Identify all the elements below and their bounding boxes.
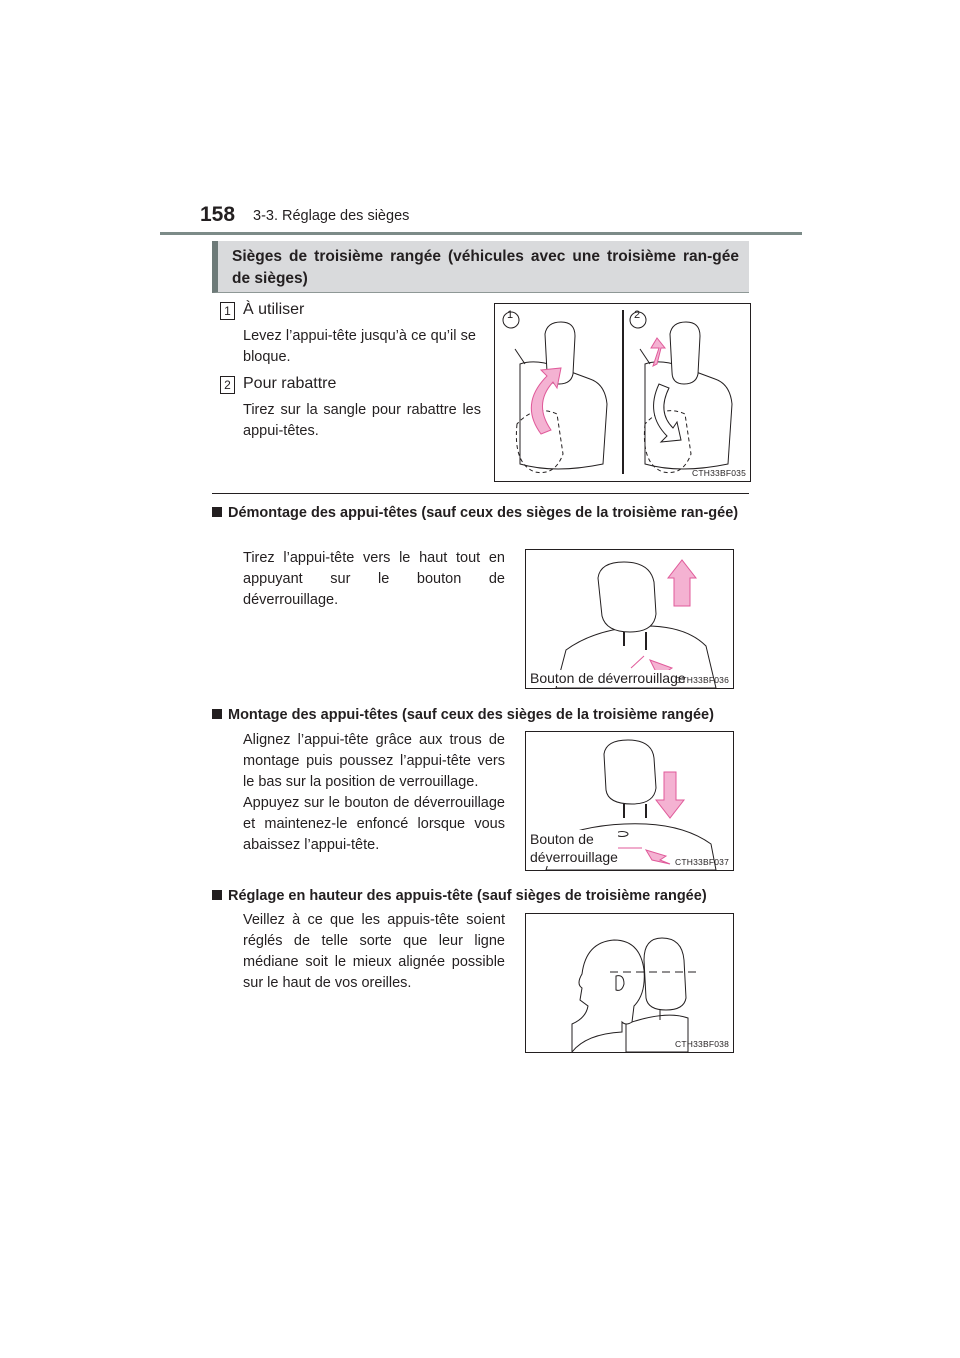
bullet-square-icon <box>212 709 222 719</box>
subheading-installation-text: Montage des appui-têtes (sauf ceux des sièges de la troisième rangée) <box>228 707 714 723</box>
section-divider <box>212 493 749 494</box>
callout-release-button <box>530 830 618 866</box>
subheading-height-text: Réglage en hauteur des appuis-tête (sauf sièges de troisième rangée) <box>228 888 707 904</box>
step-text-use: Levez l’appui-tête jusqu’à ce qu’il se bloque. <box>243 328 476 365</box>
step-title-use: À utiliser <box>243 301 305 318</box>
figure-code: CTH33BF036 <box>675 675 729 685</box>
installation-text-1: Alignez l’appui-tête grâce aux trous de montage puis poussez l’appui-tête vers le bas sur la position de verrouillage. <box>243 732 505 790</box>
callout-line-2: déverrouillage <box>530 849 618 865</box>
section-heading-third-row: Sièges de troisième rangée (véhicules avec une troisième ran-gée de sièges) <box>212 241 749 293</box>
figure-remove-headrest <box>525 549 734 689</box>
subheading-installation <box>212 705 749 725</box>
figure-label-2: 2 <box>633 309 641 321</box>
remove-headrest-illustration <box>526 550 733 688</box>
figure-height-adjust <box>525 913 734 1053</box>
fold-headrests-illustration <box>495 304 750 481</box>
callout-release-button: Bouton de déverrouillage <box>530 670 686 686</box>
bullet-square-icon <box>212 890 222 900</box>
figure-code: CTH33BF037 <box>675 857 729 867</box>
figure-install-headrest <box>525 731 734 871</box>
bullet-square-icon <box>212 507 222 517</box>
figure-fold-headrests <box>494 303 751 482</box>
step-text-fold: Tirez sur la sangle pour rabattre les appui-têtes. <box>243 402 481 439</box>
height-adjust-illustration <box>526 914 733 1052</box>
removal-text: Tirez l’appui-tête vers le haut tout en appuyant sur le bouton de déverrouillage. <box>243 550 505 608</box>
page-number: 158 <box>200 203 236 226</box>
subheading-height <box>212 886 749 906</box>
figure-label-1: 1 <box>506 309 514 321</box>
step-badge-1: 1 <box>220 302 235 320</box>
step-title-fold: Pour rabattre <box>243 375 337 392</box>
subheading-removal-text: Démontage des appui-têtes (sauf ceux des sièges de la troisième ran-gée) <box>228 505 739 521</box>
height-text: Veillez à ce que les appuis-tête soient réglés de telle sorte que leur ligne médiane soit le mieux alignée possible sur le haut de vos oreilles. <box>243 912 505 991</box>
subheading-removal <box>212 503 749 523</box>
installation-text-2: Appuyez sur le bouton de déverrouillage et maintenez-le enfoncé lorsque vous abaissez l’appui-tête. <box>243 795 505 853</box>
figure-code: CTH33BF035 <box>692 468 746 478</box>
step-badge-2: 2 <box>220 376 235 394</box>
callout-line-1: Bouton de <box>530 831 594 847</box>
section-title: 3-3. Réglage des sièges <box>253 208 410 224</box>
figure-code: CTH33BF038 <box>675 1039 729 1049</box>
header-rule <box>160 232 802 235</box>
